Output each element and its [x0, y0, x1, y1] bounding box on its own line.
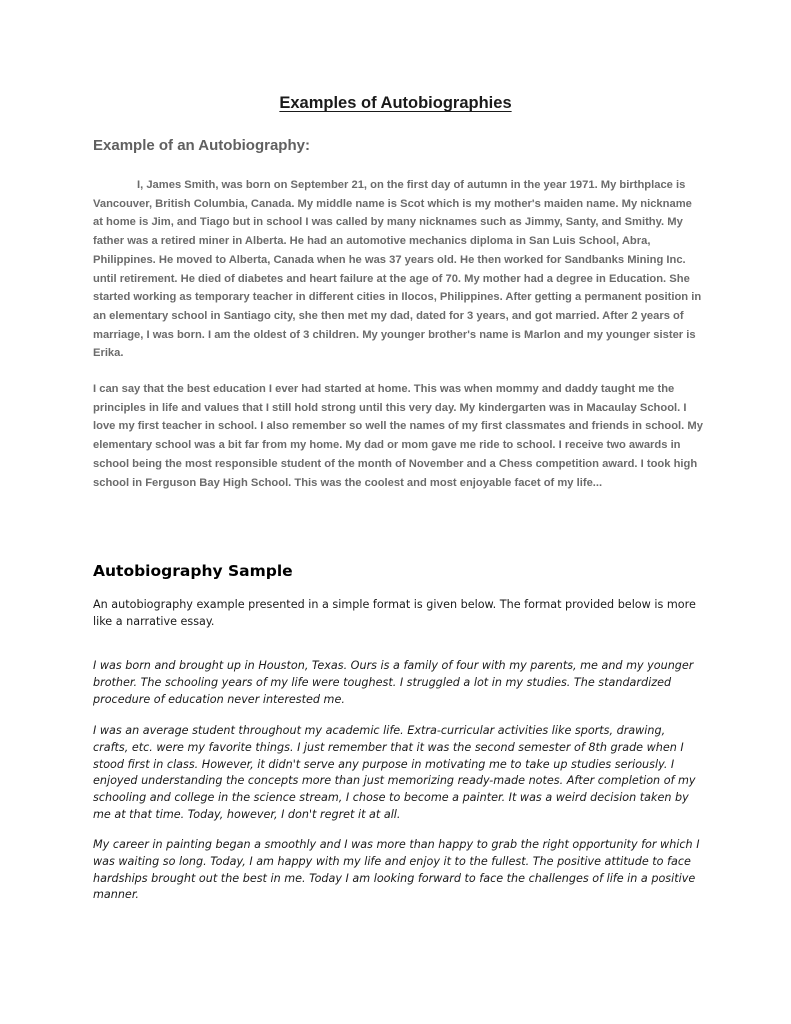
section-heading-sample: Autobiography Sample — [93, 562, 293, 580]
narrative-paragraph-2: I was an average student throughout my academic life. Extra-curricular activities like sports, drawing, crafts, etc. were my favorite things. I just remember that it was the second semester of 8th grade when I stood first in class. However, it didn't serve any purpose in motivating me to take up studies seriously. I enjoyed understanding the concepts more than just memorizing ready-made notes. After completion of my schooling and college in the science stream, I chose to become a painter. It was a weird decision taken by me at that time. Today, however, I don't regret it at all. — [93, 724, 696, 821]
sample-intro-paragraph: An autobiography example presented in a simple format is given below. The format provided below is more like a narrative essay. — [93, 598, 696, 628]
example-paragraph-1-text: I, James Smith, was born on September 21, on the first day of autumn in the year 1971. My birthplace is Vancouver, British Columbia, Canada. My middle name is Scot which is my mother's maiden name. My nickname at home is Jim, and Tiago but in school I was called by many nicknames such as Jimmy, Santy, and Smithy. My father was a retired miner in Alberta. He had an automotive mechanics diploma in San Luis School, Abra, Philippines. He moved to Alberta, Canada when he was 37 years old. He then worked for Sandbanks Mining Inc. until retirement. He died of diabetes and heart failure at the age of 70. My mother had a degree in Education. She started working as temporary teacher in different cities in Ilocos, Philippines. After getting a permanent position in an elementary school in Santiago city, she then met my dad, dated for 3 years, and got married. After 2 years of marriage, I was born. I am the oldest of 3 children. My younger brother's name is Marlon and my younger sister is Erika. — [93, 179, 702, 360]
narrative-paragraph-3: My career in painting began a smoothly and I was more than happy to grab the right opportunity for which I was waiting so long. Today, I am happy with my life and enjoy it to the fullest. The positive attitude to face hardships brought out the best in me. Today I am looking forward to face the challenges of life in a positive manner. — [93, 838, 700, 902]
narrative-paragraph-1: I was born and brought up in Houston, Texas. Ours is a family of four with my parents, me and my younger brother. The schooling years of my life were toughest. I struggled a lot in my studies. The standardized procedure of education never interested me. — [93, 659, 694, 706]
section-heading-example: Example of an Autobiography: — [93, 137, 310, 154]
document-title: Examples of Autobiographies — [279, 94, 512, 112]
example-paragraph-1 — [93, 176, 703, 363]
example-paragraph-2: I can say that the best education I ever had started at home. This was when mommy and daddy taught me the principles in life and values that I still hold strong until this very day. My kindergarten was in Macaulay School. I love my first teacher in school. I also remember so well the names of my first classmates and friends in school. My elementary school was a bit far from my home. My dad or mom gave me ride to school. I receive two awards in school being the most responsible student of the month of November and a Chess competition award. I took high school in Ferguson Bay High School. This was the coolest and most enjoyable facet of my life... — [93, 383, 703, 489]
